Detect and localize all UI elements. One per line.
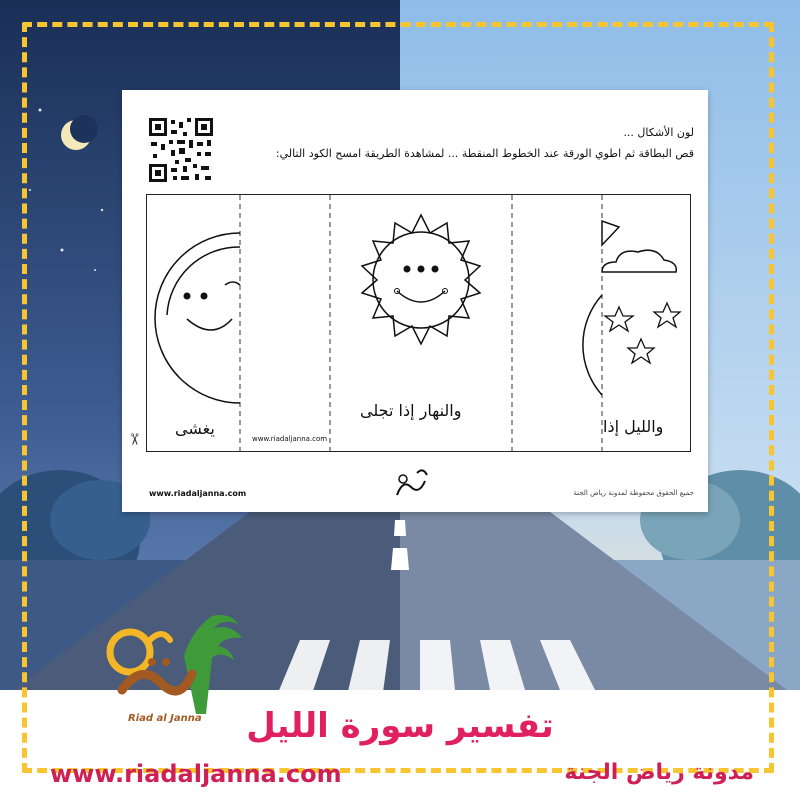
- sun-eye: [418, 266, 425, 273]
- star-icon: [605, 303, 680, 363]
- moon-face-icon: [155, 233, 240, 403]
- sheet-website: www.riadaljanna.com: [149, 489, 247, 498]
- strip-website: www.riadaljanna.com: [252, 435, 328, 443]
- half-moon-icon: [583, 221, 619, 395]
- footer-website[interactable]: www.riadaljanna.com: [50, 760, 342, 788]
- moon-eye: [201, 293, 208, 300]
- logo-subtitle: Riad al Janna: [128, 713, 202, 724]
- scissors-icon: ✂: [125, 432, 145, 447]
- page-title: تفسير سورة الليل: [246, 706, 554, 746]
- printable-sheet: [122, 90, 708, 512]
- sun-eye: [432, 266, 439, 273]
- panel-label-covers: يغشى: [175, 419, 215, 438]
- blog-name: مدونة رياض الجنة: [564, 760, 754, 785]
- instruction-color: لون الأشكال ...: [623, 126, 694, 139]
- copyright-note: جميع الحقوق محفوظة لمدونة رياض الجنة: [573, 489, 694, 497]
- palm-logo: [92, 600, 262, 720]
- panel-label-night: والليل إذا: [603, 417, 664, 436]
- panel-label-day: والنهار إذا تجلى: [360, 401, 462, 420]
- sun-eye: [404, 266, 411, 273]
- moon-eye: [184, 293, 191, 300]
- foldable-card: [146, 194, 691, 452]
- sheet-logo: [387, 465, 433, 505]
- sun-icon: [362, 215, 480, 344]
- qr-code: [149, 118, 213, 182]
- instruction-cut: قص البطاقة ثم اطوي الورقة عند الخطوط المنقطة ... لمشاهدة الطريقة امسح الكود التالي:: [275, 147, 694, 160]
- cloud-icon: [602, 250, 676, 272]
